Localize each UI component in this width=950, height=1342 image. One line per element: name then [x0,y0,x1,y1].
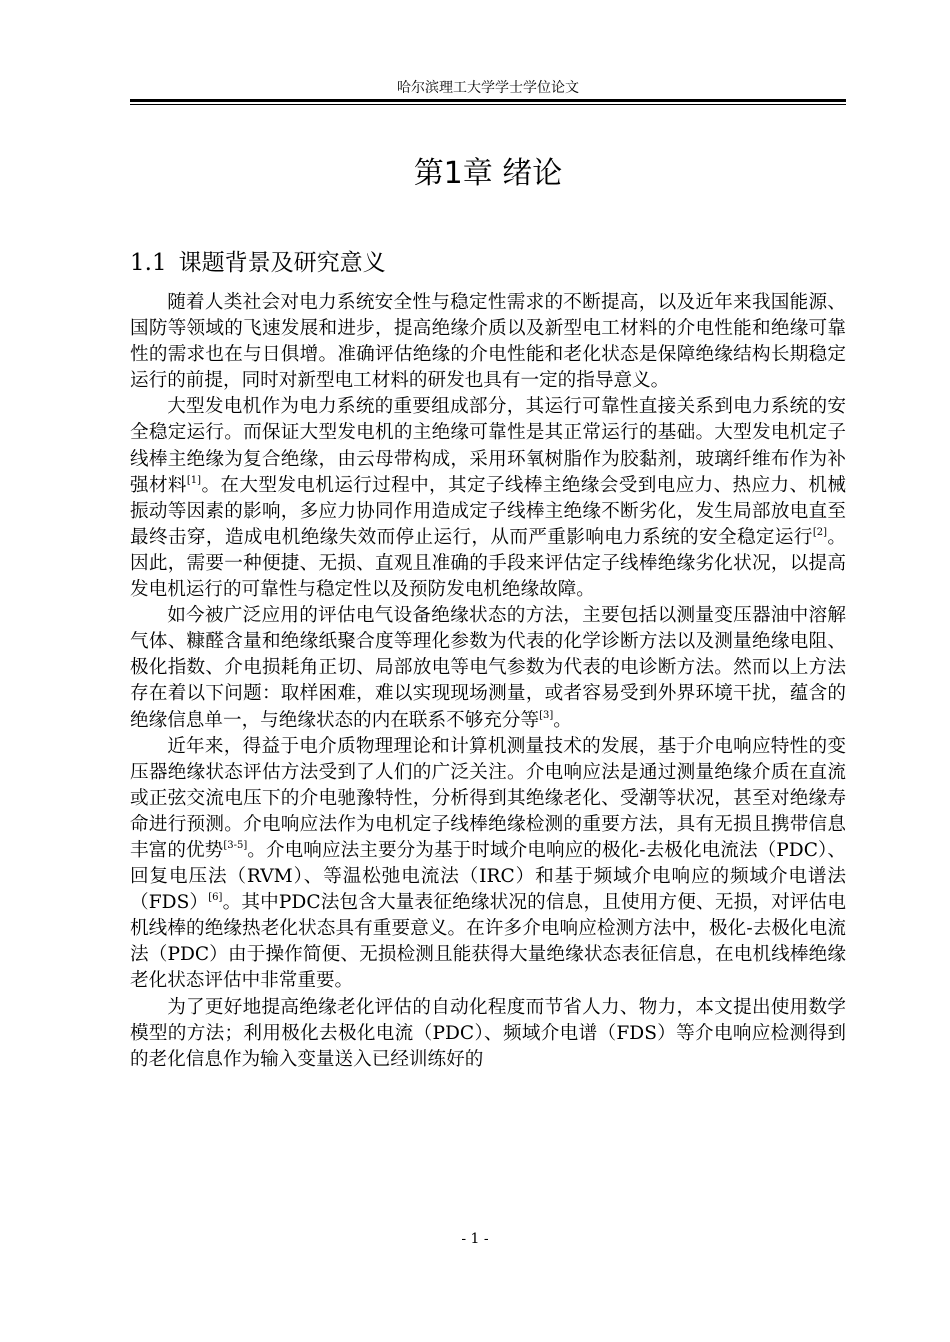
citation: [3] [539,709,554,721]
paragraph-text: 如今被广泛应用的评估电气设备绝缘状态的方法，主要包括以测量变压器油中溶解气体、糠醛含量和绝缘纸聚合度等理化参数为代表的化学诊断方法以及测量绝缘电阻、极化指数、介电损耗角正切、局部放电等电气参数为代表的电诊断方法。然而以上方法存在着以下问题：取样困难，难以实现现场测量，或者容易受到外界环境干扰，蕴含的绝缘信息单一，与绝缘状态的内在联系不够充分等 [130,605,846,731]
paragraph-text: 近年来，得益于电介质物理理论和计算机测量技术的发展，基于介电响应特性的变压器绝缘状态评估方法受到了人们的广泛关注。介电响应法是通过测量绝缘介质在直流或正弦交流电压下的介电驰豫特性，分析得到其绝缘老化、受潮等状况，甚至对绝缘寿命进行预测。介电响应法作为电机定子线棒绝缘检测的重要方法，具有无损且携带信息丰富的优势 [130,735,846,861]
chapter-title: 第1章 绪论 [413,156,563,191]
header-rule [130,99,846,105]
paragraph [130,394,846,603]
paragraph-text: 。在大型发电机运行过程中，其定子线棒主绝缘会受到电应力、热应力、机械振动等因素的影响，多应力协同作用造成定子线棒主绝缘不断劣化，发生局部放电直至最终击穿，造成电机绝缘失效而停止运行，从而严重影响电力系统的安全稳定运行 [130,474,846,548]
paragraph-text: 。其中PDC法包含大量表征绝缘状况的信息，且使用方便、无损，对评估电机线棒的绝缘热老化状态具有重要意义。在许多介电响应检测方法中，极化-去极化电流法（PDC）由于操作简便、无损检测且能获得大量绝缘状态表征信息，在电机线棒绝缘老化状态评估中非常重要。 [130,892,847,992]
citation: [1] [186,474,202,486]
paragraph-text: 。 [553,709,572,731]
citation: [6] [208,892,223,904]
paragraph [130,734,846,995]
paragraph [130,290,846,394]
body-text [130,290,846,1073]
paragraph [130,995,846,1073]
running-header: 哈尔滨理工大学学士学位论文 [397,80,579,96]
page-number: - 1 - [461,1231,489,1247]
paragraph-text: 。介电响应法主要分为基于时域介电响应的极化-去极化电流法（PDC）、回复电压法（RVM）、等温松弛电流法（IRC）和基于频域介电响应的频域介电谱法（FDS） [130,839,846,914]
paragraph-text: 为了更好地提高绝缘老化评估的自动化程度而节省人力、物力，本文提出使用数学模型的方法；利用极化去极化电流（PDC）、频域介电谱（FDS）等介电响应检测得到的老化信息作为输入变量送入已经训练好的 [130,996,846,1070]
section-heading [130,248,386,278]
citation: [3-5] [223,839,248,851]
citation: [2] [812,526,828,538]
paragraph [130,603,846,733]
section-title: 课题背景及研究意义 [178,250,386,276]
paragraph-text: 随着人类社会对电力系统安全性与稳定性需求的不断提高，以及近年来我国能源、国防等领域的飞速发展和进步，提高绝缘介质以及新型电工材料的介电性能和绝缘可靠性的需求也在与日俱增。准确评估绝缘的介电性能和老化状态是保障绝缘结构长期稳定运行的前提，同时对新型电工材料的研发也具有一定的指导意义。 [130,292,846,392]
paragraph-text: 。因此，需要一种便捷、无损、直观且准确的手段来评估定子线棒绝缘劣化状况，以提高发电机运行的可靠性与稳定性以及预防发电机绝缘故障。 [130,526,846,601]
paragraph-text: 大型发电机作为电力系统的重要组成部分，其运行可靠性直接关系到电力系统的安全稳定运行。而保证大型发电机的主绝缘可靠性是其正常运行的基础。大型发电机定子线棒主绝缘为复合绝缘，由云母带构成，采用环氧树脂作为胶黏剂，玻璃纤维布作为补强材料 [130,396,846,496]
section-number: 1.1 [130,250,167,276]
